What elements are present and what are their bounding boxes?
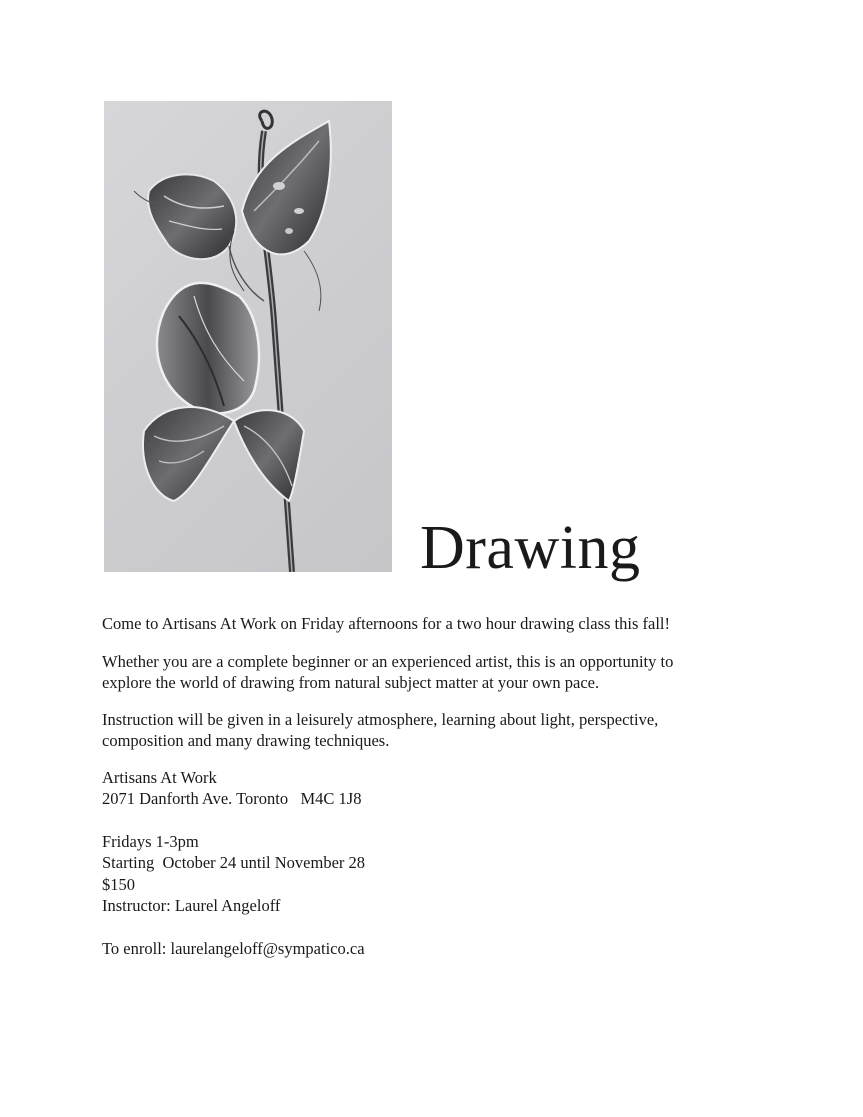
schedule-price: $150	[102, 874, 135, 894]
enroll-contact[interactable]: To enroll: laurelangeloff@sympatico.ca	[102, 938, 365, 958]
flower-drawing-icon	[104, 101, 392, 572]
schedule-instructor: Instructor: Laurel Angeloff	[102, 896, 281, 915]
description-line-1: Whether you are a complete beginner or an experienced artist, this is an opportunity to	[102, 651, 674, 671]
schedule-block	[102, 831, 752, 917]
venue-name: Artisans At Work	[102, 767, 217, 787]
venue-street: 2071 Danforth Ave. Toronto M4C 1J8	[102, 789, 362, 808]
page-title: Drawing	[420, 514, 641, 582]
address-block	[102, 767, 752, 810]
schedule-days: Fridays 1-3pm	[102, 831, 199, 851]
description-paragraph	[102, 651, 752, 694]
schedule-dates: Starting October 24 until November 28	[102, 853, 366, 872]
instruction-line-1: Instruction will be given in a leisurely atmosphere, learning about light, perspective,	[102, 709, 659, 729]
intro-paragraph: Come to Artisans At Work on Friday afternoons for a two hour drawing class this fall!	[102, 614, 670, 633]
instruction-line-2: composition and many drawing techniques.	[102, 731, 390, 750]
enroll-block	[102, 938, 752, 960]
description-line-2: explore the world of drawing from natural subject matter at your own pace.	[102, 673, 600, 692]
flyer-body	[102, 613, 752, 959]
instruction-paragraph	[102, 709, 752, 752]
botanical-drawing-image	[104, 101, 392, 572]
